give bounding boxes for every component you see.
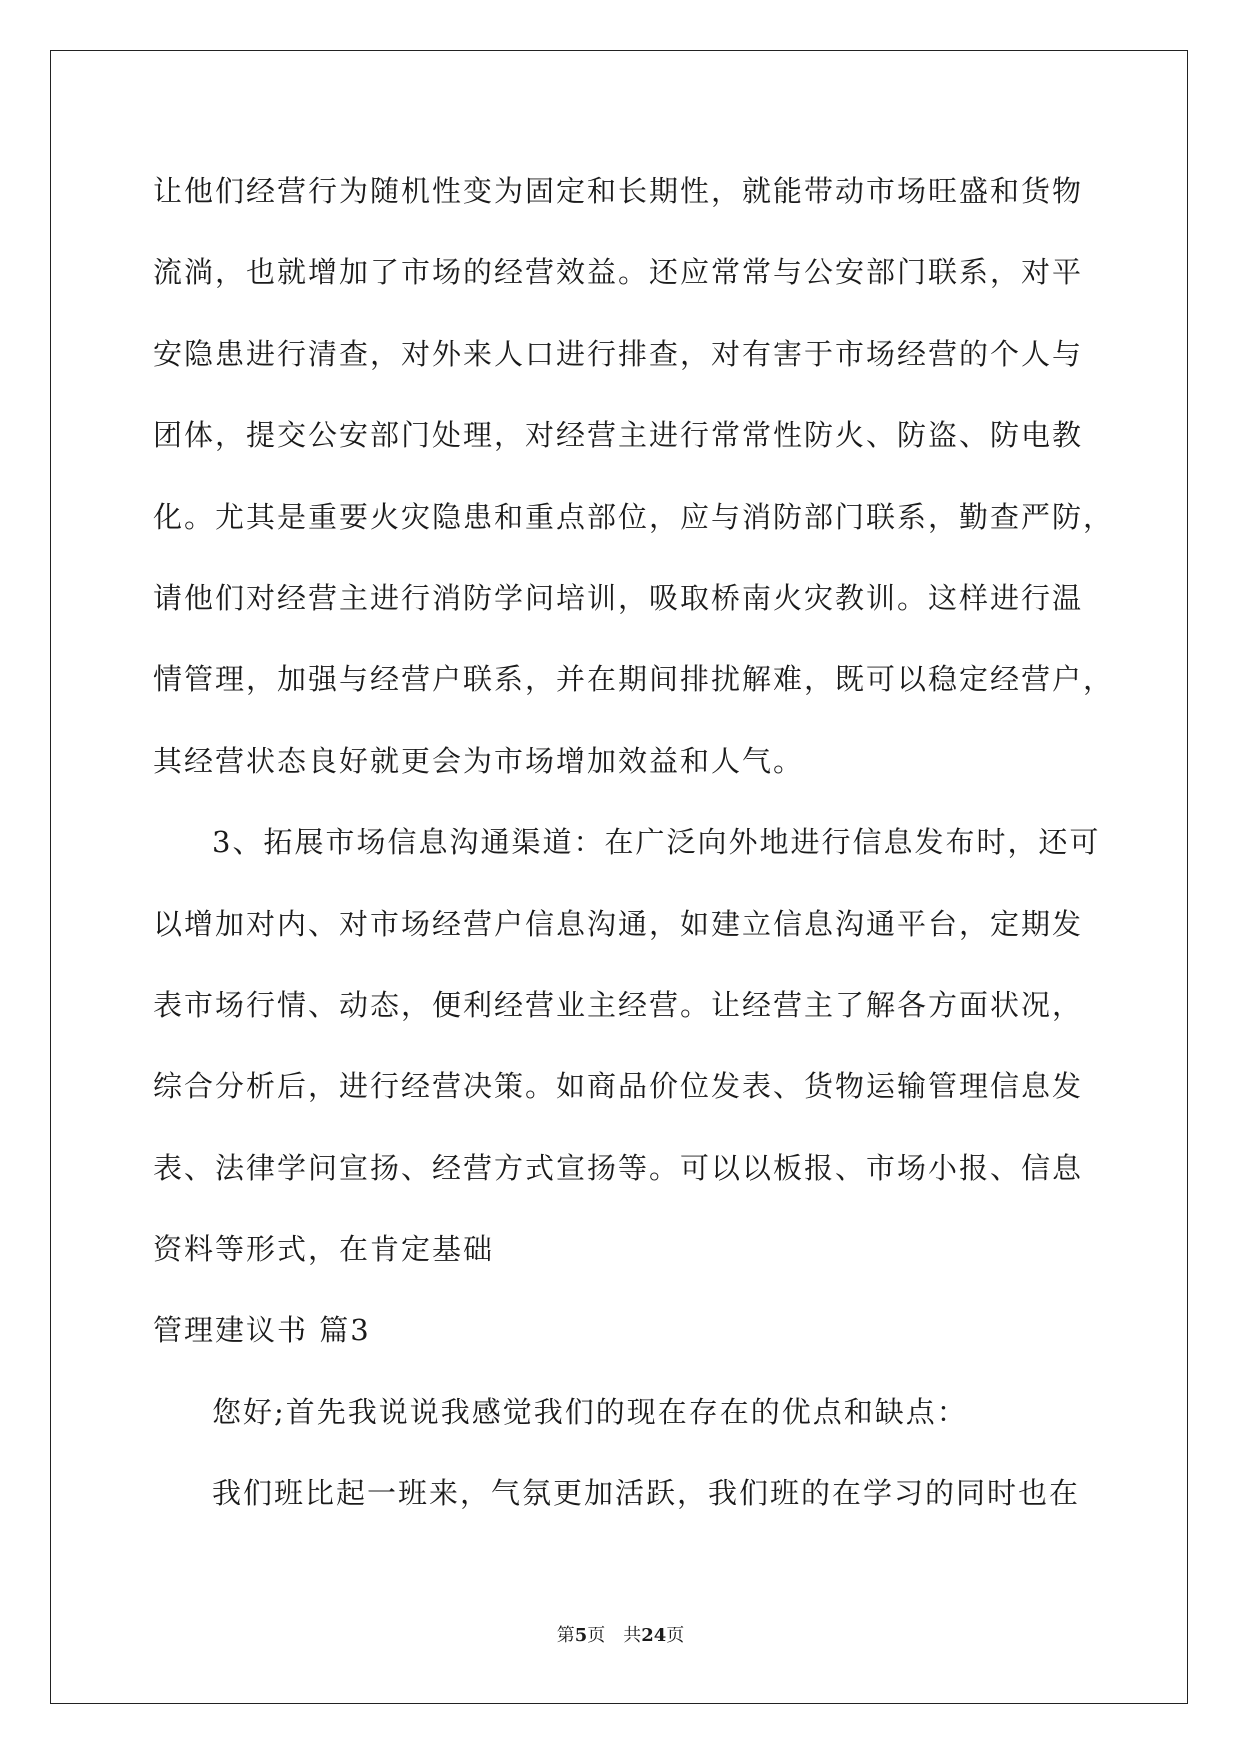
text-line: 我们班比起一班来，气氛更加活跃，我们班的在学习的同时也在: [212, 1476, 1081, 1511]
text-line: 以增加对内、对市场经营户信息沟通，如建立信息沟通平台，定期发: [153, 906, 1084, 941]
paragraph-item-3: [153, 802, 1183, 1290]
paragraph-continued: [153, 151, 1183, 802]
text-line: 流淌，也就增加了市场的经营效益。还应常常与公安部门联系，对平: [153, 255, 1084, 290]
page-footer: [0, 1624, 1241, 1648]
text-line: 3、拓展市场信息沟通渠道：在广泛向外地进行信息发布时，还可: [212, 825, 1101, 860]
text-line: 让他们经营行为随机性变为固定和长期性，就能带动市场旺盛和货物: [153, 174, 1084, 208]
greeting-line: 您好;首先我说说我感觉我们的现在存在的优点和缺点：: [212, 1394, 968, 1429]
text-line: 团体，提交公安部门处理，对经营主进行常常性防火、防盗、防电教: [153, 418, 1084, 453]
text-line: 资料等形式，在肯定基础: [153, 1232, 495, 1267]
footer-total-prefix: 共: [623, 1625, 642, 1646]
paragraph-body: [153, 1453, 1183, 1534]
text-line: 其经营状态良好就更会为市场增加效益和人气。: [153, 743, 805, 778]
text-line: 表市场行情、动态，便利经营业主经营。让经营主了解各方面状况，: [153, 987, 1084, 1022]
section-heading: 管理建议书 篇3: [153, 1313, 371, 1348]
footer-prefix: 第: [556, 1625, 575, 1646]
text-line: 情管理，加强与经营户联系，并在期间排扰解难，既可以稳定经营户，: [153, 662, 1115, 697]
text-line: 化。尤其是重要火灾隐患和重点部位，应与消防部门联系，勤查严防，: [153, 499, 1115, 534]
footer-middle: 页: [587, 1625, 606, 1646]
text-line: 安隐患进行清查，对外来人口进行排查，对有害于市场经营的个人与: [153, 336, 1084, 371]
text-line: 综合分析后，进行经营决策。如商品价位发表、货物运输管理信息发: [153, 1069, 1084, 1104]
footer-suffix: 页: [666, 1625, 685, 1646]
text-line: 请他们对经营主进行消防学问培训，吸取桥南火灾教训。这样进行温: [153, 580, 1084, 615]
text-line: 表、法律学问宣扬、经营方式宣扬等。可以以板报、市场小报、信息: [153, 1150, 1084, 1185]
document-body: [153, 151, 1183, 1535]
total-pages-number: 24: [641, 1625, 667, 1646]
current-page-number: 5: [574, 1625, 588, 1646]
